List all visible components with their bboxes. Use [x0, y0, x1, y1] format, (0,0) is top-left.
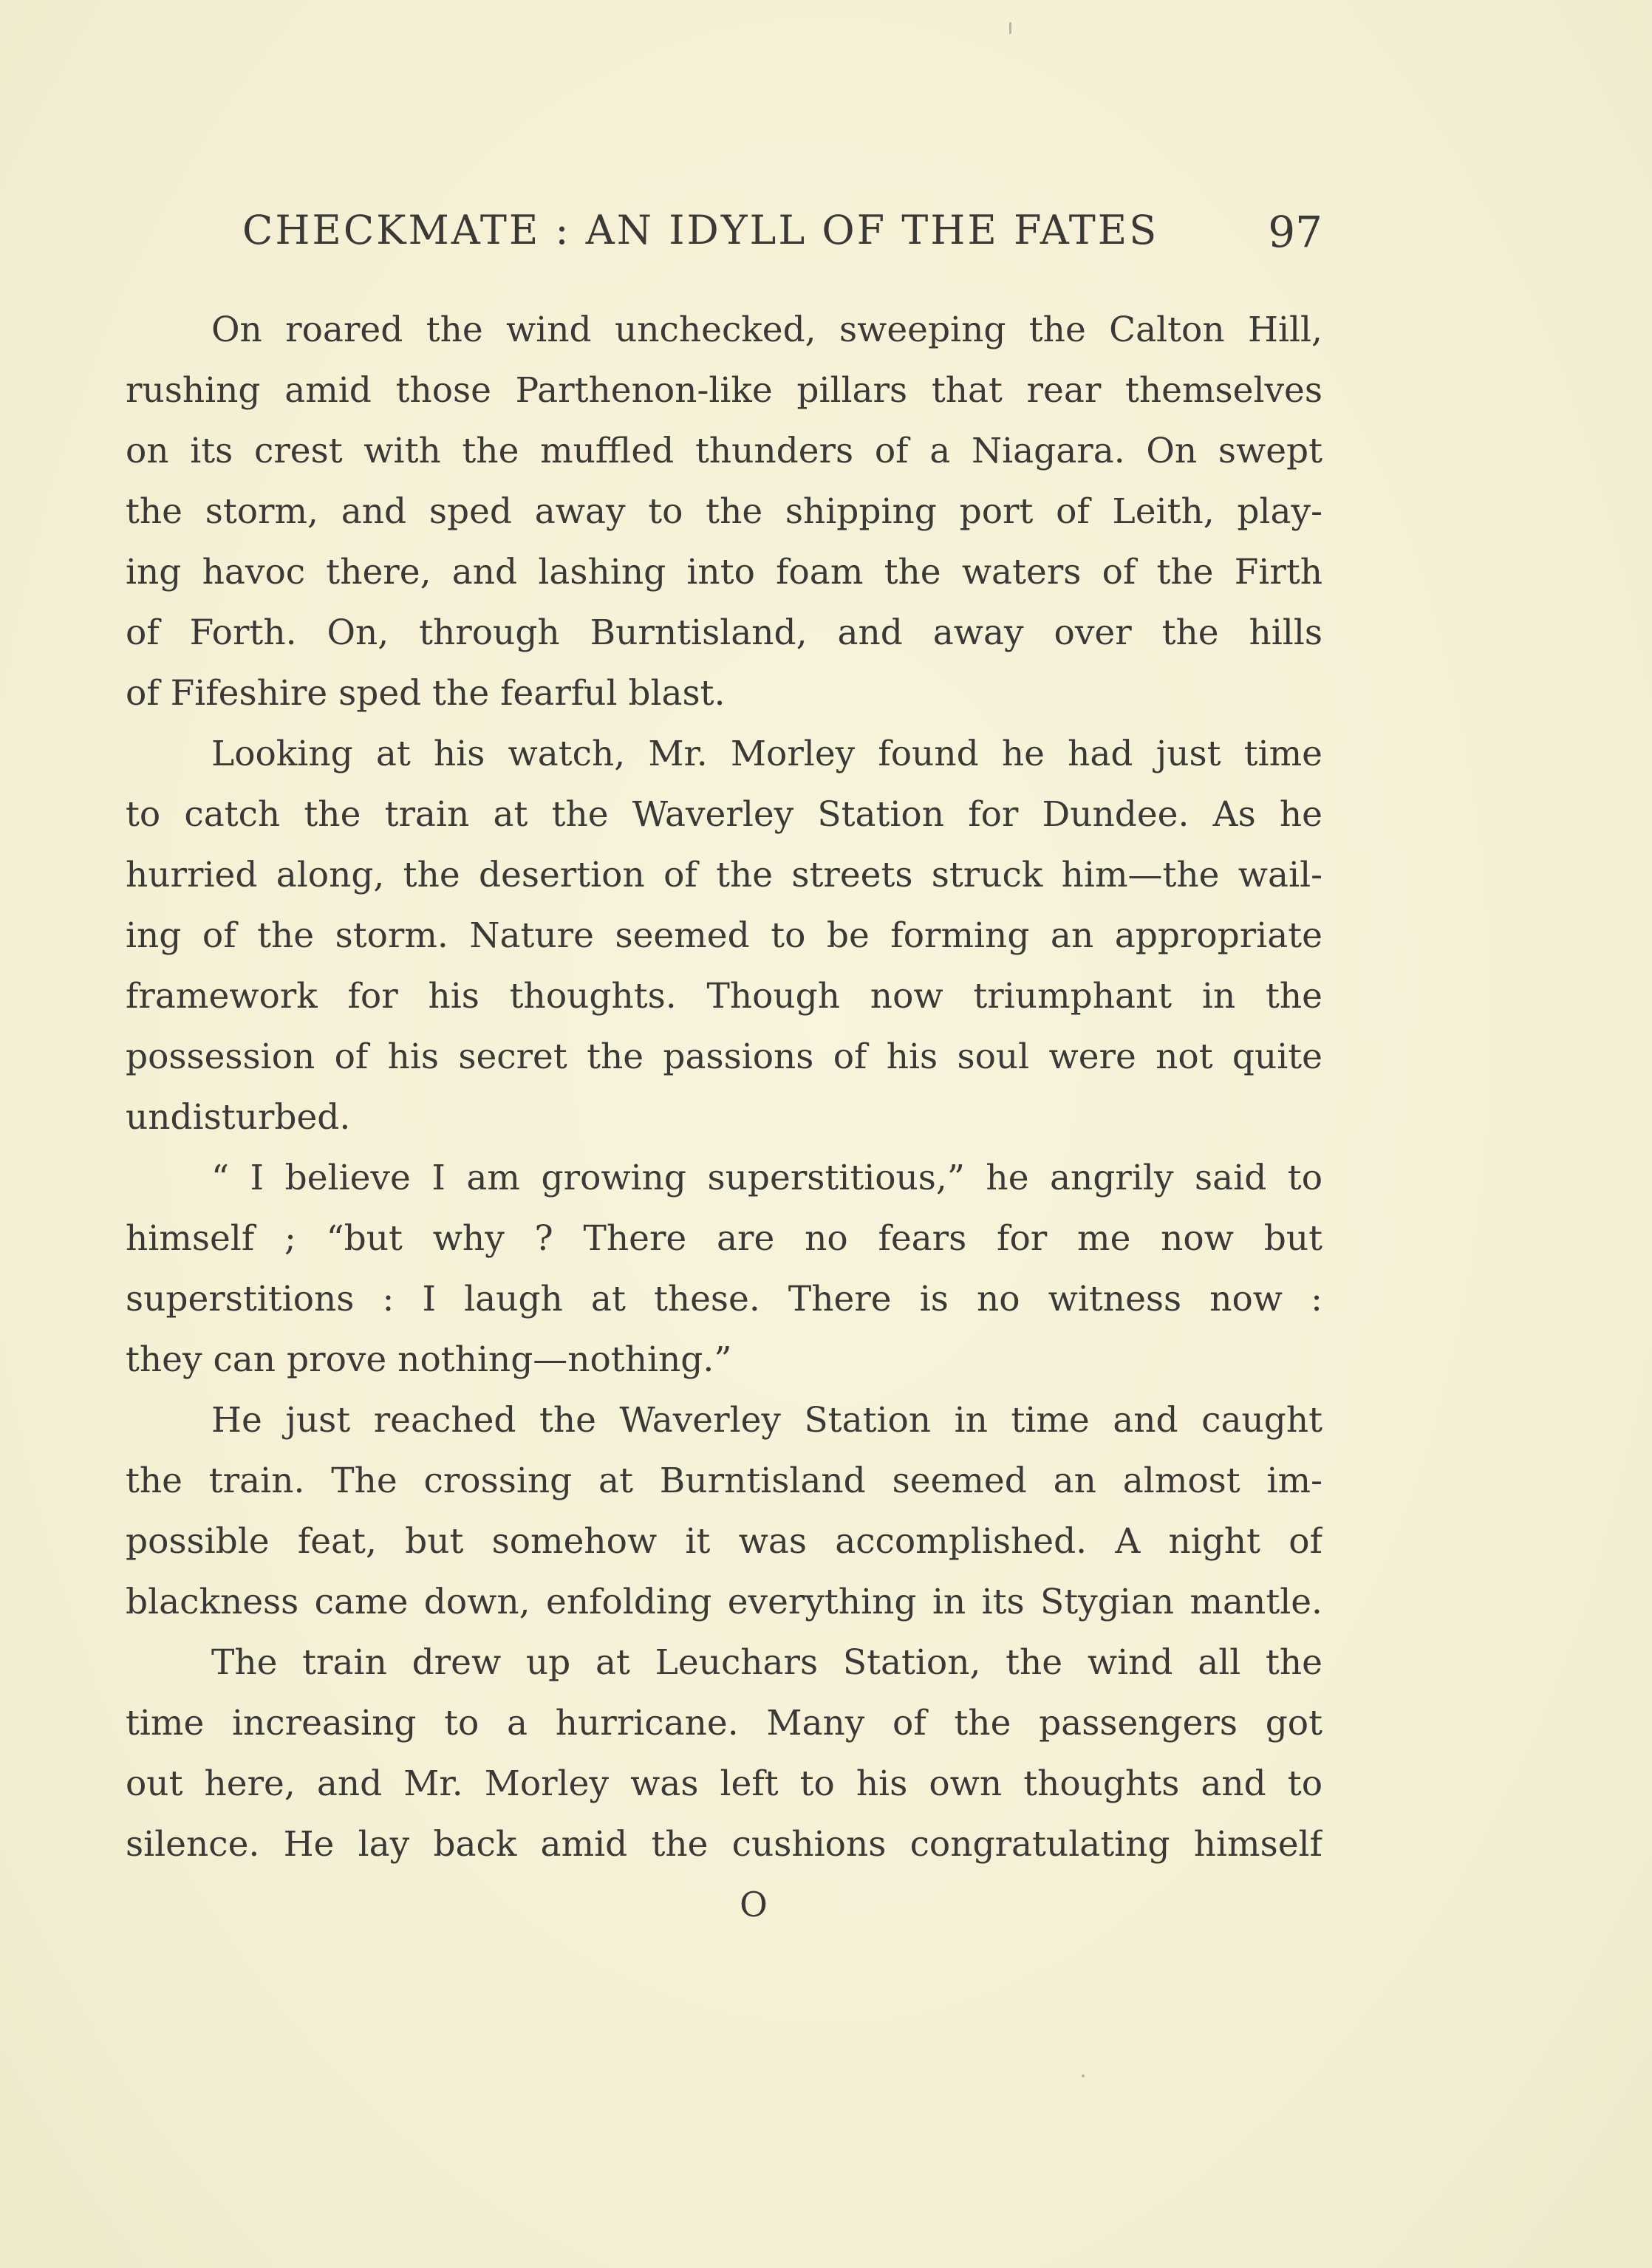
text-line: of Forth. On, through Burntisland, and away over the hills — [126, 612, 1322, 653]
text-line: He just reached the Waverley Station in time and caught — [211, 1400, 1322, 1441]
text-line: undisturbed. — [126, 1097, 351, 1138]
text-line: blackness came down, enfolding everything in its Stygian mantle. — [126, 1582, 1322, 1622]
body-text — [126, 300, 1322, 1875]
text-line: to catch the train at the Waverley Station for Dundee. As he — [126, 794, 1322, 835]
text-line: the train. The crossing at Burntisland seemed an almost im- — [126, 1461, 1322, 1501]
text-line: of Fifeshire sped the fearful blast. — [126, 673, 726, 714]
text-line: rushing amid those Parthenon-like pillars that rear themselves — [126, 370, 1322, 411]
text-line: possible feat, but somehow it was accomplished. A night of — [126, 1521, 1322, 1562]
paper-speck — [1009, 22, 1011, 34]
text-line: the storm, and sped away to the shipping port of Leith, play- — [126, 491, 1322, 532]
running-title: CHECKMATE : AN IDYLL OF THE FATES — [242, 207, 1159, 253]
running-head — [126, 201, 1322, 260]
text-line: On roared the wind unchecked, sweeping the Calton Hill, — [211, 310, 1322, 350]
text-line: “ I believe I am growing superstitious,” he angrily said to — [211, 1158, 1322, 1198]
text-line: they can prove nothing—nothing.” — [126, 1339, 732, 1380]
text-line: The train drew up at Leuchars Station, the wind all the — [211, 1642, 1322, 1683]
paper-speck — [1082, 2074, 1085, 2077]
text-line: hurried along, the desertion of the streets struck him—the wail- — [126, 855, 1322, 895]
signature-mark: O — [740, 1885, 768, 1924]
text-line: Looking at his watch, Mr. Morley found he had just time — [211, 734, 1322, 774]
text-line: himself ; “but why ? There are no fears for me now but — [126, 1218, 1322, 1259]
page-number: 97 — [1268, 207, 1322, 257]
text-line: possession of his secret the passions of his soul were not quite — [126, 1036, 1322, 1077]
text-line: superstitions : I laugh at these. There is no witness now : — [126, 1279, 1322, 1319]
text-line: ing of the storm. Nature seemed to be forming an appropriate — [126, 915, 1322, 956]
text-line: ing havoc there, and lashing into foam the waters of the Firth — [126, 552, 1322, 592]
text-line: framework for his thoughts. Though now triumphant in the — [126, 976, 1322, 1017]
text-line: on its crest with the muffled thunders of a Niagara. On swept — [126, 431, 1322, 471]
text-line: silence. He lay back amid the cushions congratulating himself — [126, 1824, 1322, 1865]
text-line: time increasing to a hurricane. Many of the passengers got — [126, 1703, 1322, 1743]
text-line: out here, and Mr. Morley was left to his own thoughts and to — [126, 1763, 1322, 1804]
